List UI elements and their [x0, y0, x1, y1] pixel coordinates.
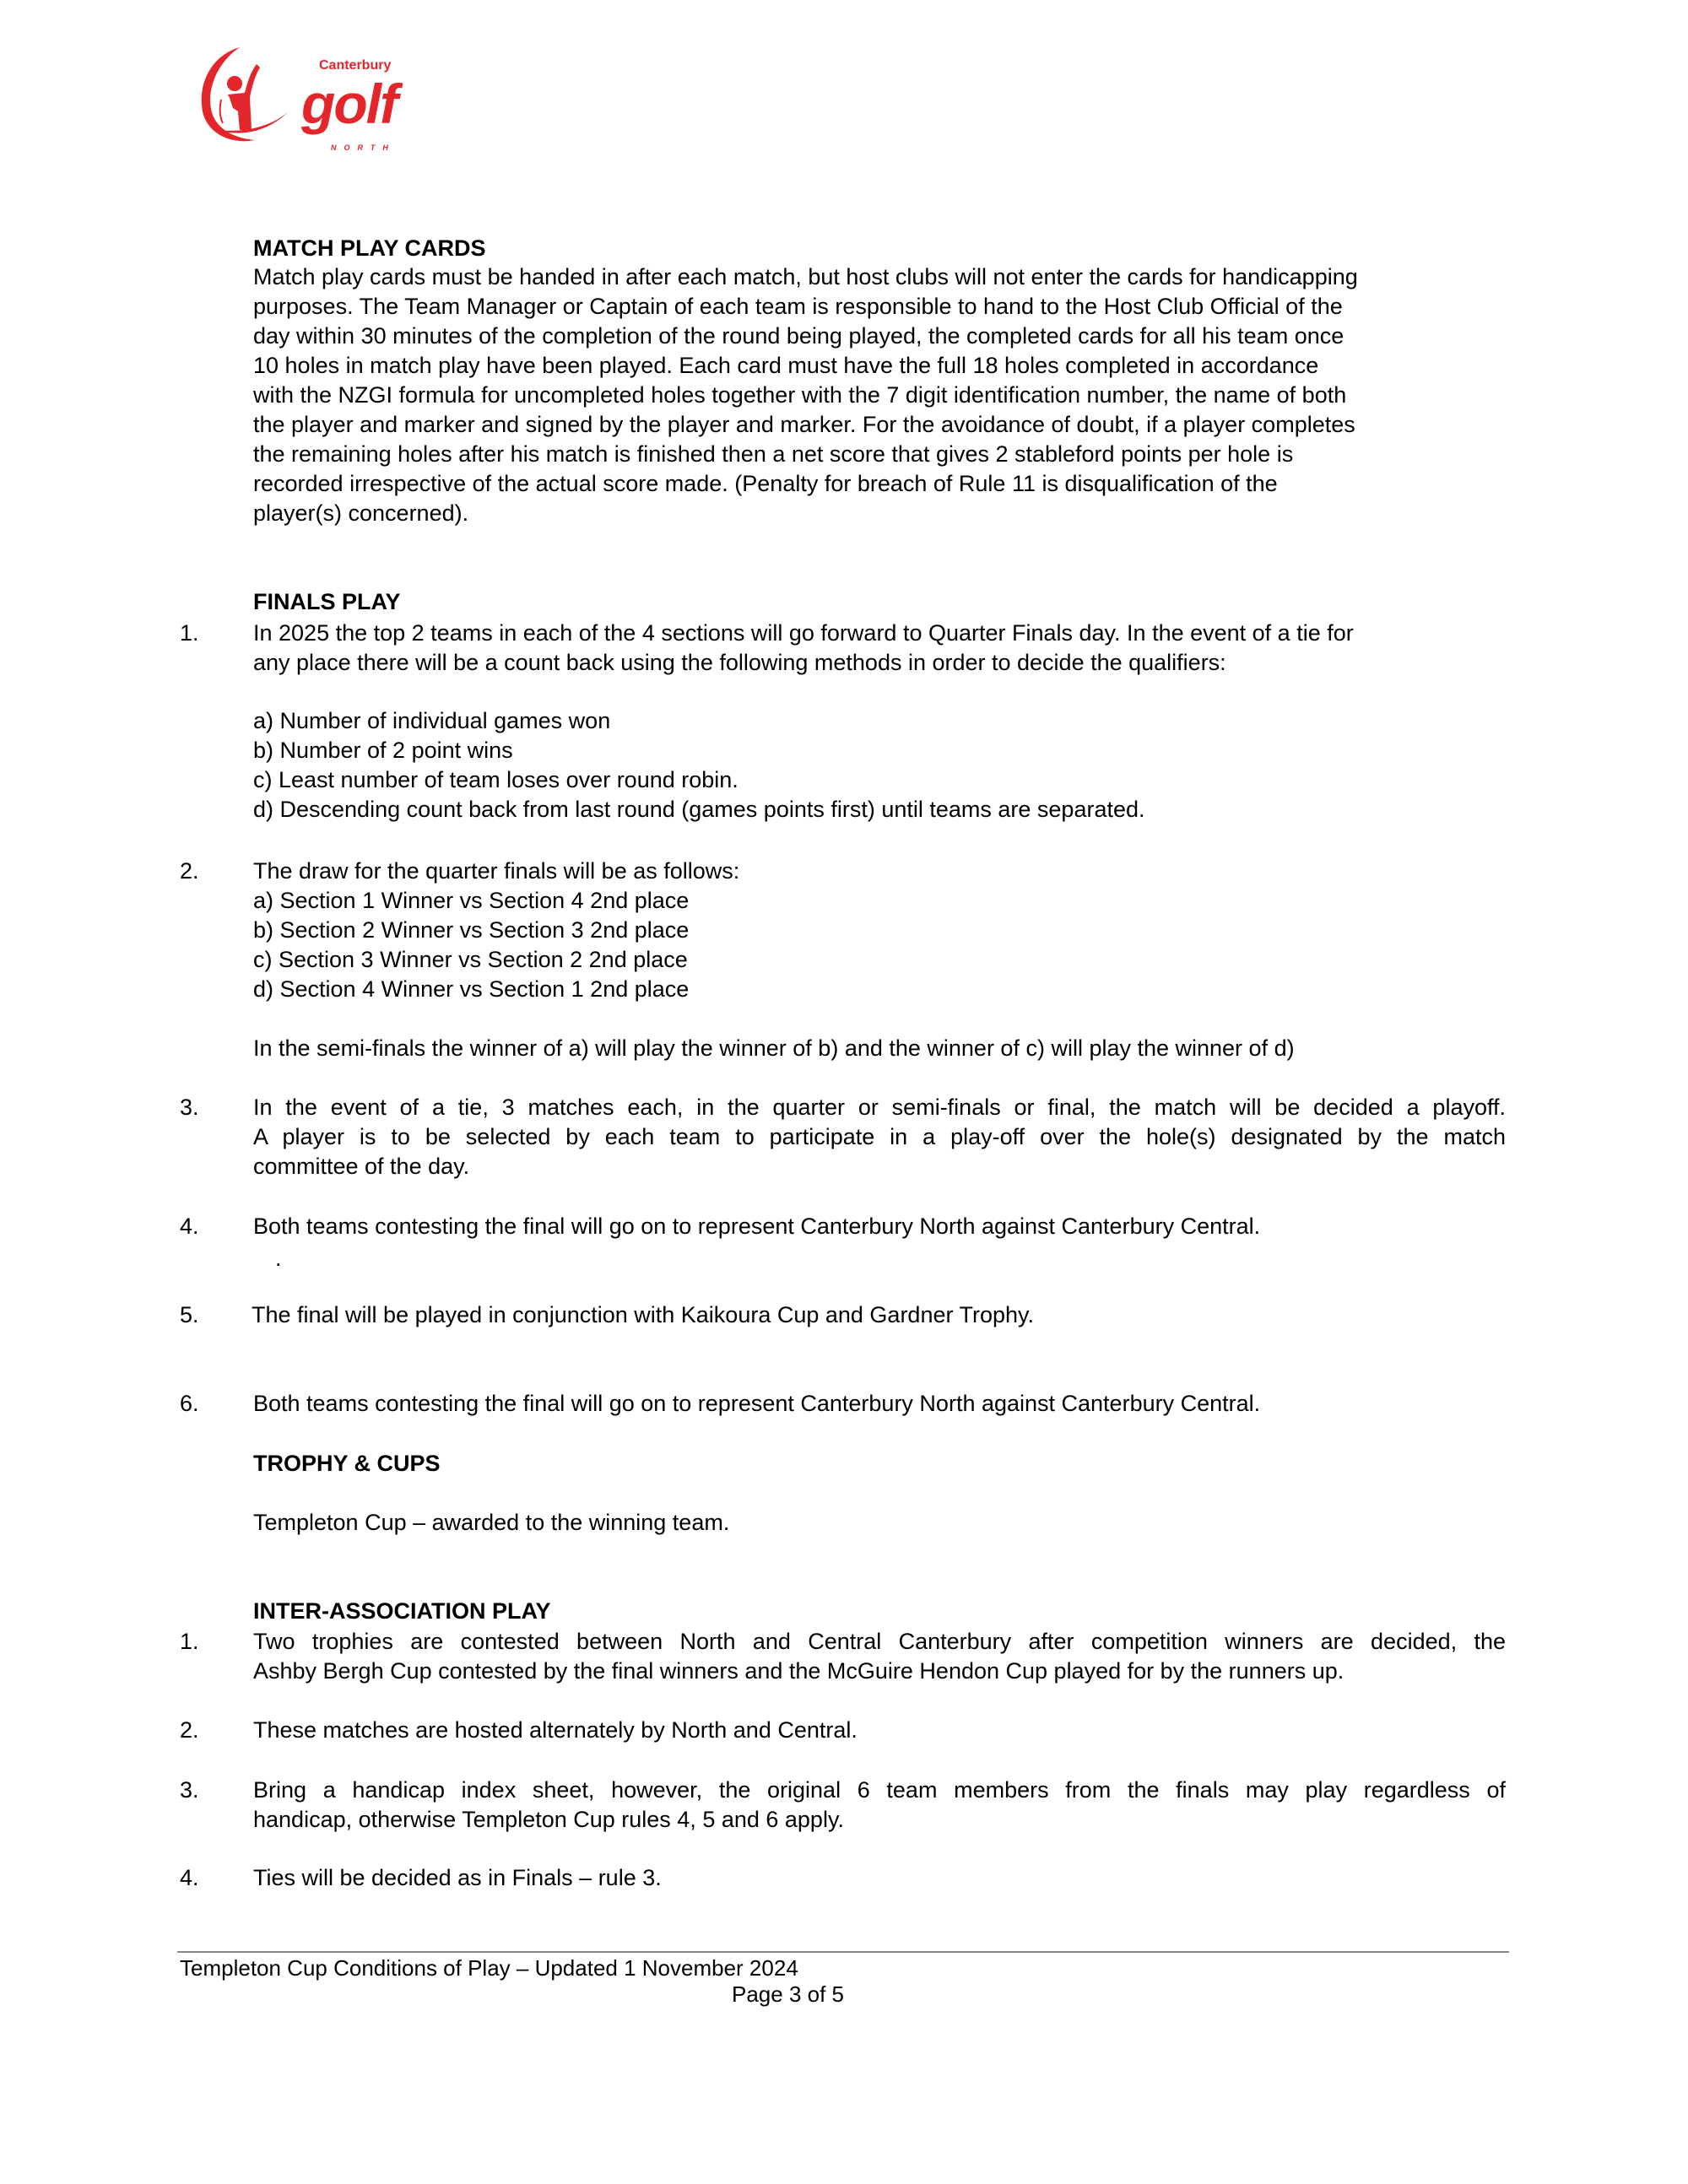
text-line: 10 holes in match play have been played. Each card must have the full 18 holes completed in accordance [253, 353, 1319, 378]
item-number: 2. [180, 1717, 199, 1743]
logo-line2: golf [301, 73, 397, 135]
item-number: 5. [180, 1302, 199, 1327]
sub-item: d) Descending count back from last round (games points first) until teams are separated. [253, 797, 1145, 822]
stray-dot: . [275, 1246, 282, 1271]
page-number: Page 3 of 5 [732, 1981, 844, 2007]
canterbury-golf-north-logo [196, 46, 428, 155]
section-heading: FINALS PLAY [253, 589, 401, 614]
text-line: any place there will be a count back using the following methods in order to decide the qualifiers: [253, 650, 1226, 675]
item-number: 2. [180, 858, 199, 884]
text-line: Ties will be decided as in Finals – rule 3. [253, 1865, 662, 1890]
item-number: 1. [180, 620, 199, 646]
list-item [252, 1300, 1504, 1330]
list-item [253, 1627, 1506, 1686]
text-line: Both teams contesting the final will go on to represent Canterbury North against Canterbury Central. [253, 1391, 1261, 1416]
text-line: the remaining holes after his match is finished then a net score that gives 2 stableford points per hole is [253, 441, 1294, 467]
sub-item: c) Least number of team loses over round robin. [253, 767, 738, 792]
semi-finals-note: In the semi-finals the winner of a) will play the winner of b) and the winner of c) will play the winner of d) [253, 1035, 1295, 1061]
trophy-text: Templeton Cup – awarded to the winning team. [253, 1510, 730, 1535]
list-item [253, 857, 1506, 1004]
list-item [253, 1716, 1506, 1745]
list-item [253, 1863, 1506, 1893]
text-line: day within 30 minutes of the completion of the round being played, the completed cards for all his team once [253, 323, 1344, 349]
text-line: Match play cards must be handed in after each match, but host clubs will not enter the cards for handicapping [253, 264, 1358, 289]
list-item [253, 1093, 1506, 1181]
list-item [253, 1776, 1506, 1835]
text-line: Both teams contesting the final will go on to represent Canterbury North against Canterbury Central. [253, 1214, 1261, 1239]
footer-title: Templeton Cup Conditions of Play – Updated 1 November 2024 [180, 1955, 798, 1981]
match-play-paragraph [253, 262, 1506, 528]
text-line: the player and marker and signed by the player and marker. For the avoidance of doubt, if a player completes [253, 412, 1355, 437]
item-number: 4. [180, 1214, 199, 1239]
sub-item: b) Number of 2 point wins [253, 738, 513, 763]
section-heading: MATCH PLAY CARDS [253, 235, 486, 261]
text-line: with the NZGI formula for uncompleted holes together with the 7 digit identification number, the name of both [253, 382, 1347, 408]
list-item [253, 1389, 1506, 1419]
logo-line3: NORTH [331, 143, 396, 152]
item-number: 1. [180, 1629, 199, 1654]
text-line: Bring a handicap index sheet, however, the original 6 team members from the finals may play regardless of [253, 1777, 1506, 1803]
text-line: recorded irrespective of the actual score made. (Penalty for breach of Rule 11 is disqualification of the [253, 471, 1278, 496]
text-line: handicap, otherwise Templeton Cup rules 4, 5 and 6 apply. [253, 1807, 844, 1832]
sub-item: b) Section 2 Winner vs Section 3 2nd place [253, 917, 690, 943]
text-line: In the event of a tie, 3 matches each, in the quarter or semi-finals or final, the match will be decided a playoff. [253, 1095, 1506, 1120]
text-line: Two trophies are contested between North and Central Canterbury after competition winners are decided, the [253, 1629, 1506, 1654]
item-number: 3. [180, 1777, 199, 1803]
sub-item: a) Number of individual games won [253, 708, 611, 733]
text-line: These matches are hosted alternately by North and Central. [253, 1717, 858, 1743]
text-line: Ashby Bergh Cup contested by the final winners and the McGuire Hendon Cup played for by the runners up. [253, 1658, 1344, 1684]
item-number: 3. [180, 1095, 199, 1120]
text-line: committee of the day. [253, 1154, 470, 1179]
text-line: In 2025 the top 2 teams in each of the 4 sections will go forward to Quarter Finals day. In the event of a tie for [253, 620, 1354, 646]
item-number: 4. [180, 1865, 199, 1890]
text-line: A player is to be selected by each team to participate in a play-off over the hole(s) designated by the match [253, 1124, 1506, 1149]
logo-line1: Canterbury [319, 58, 392, 73]
text-line: The final will be played in conjunction with Kaikoura Cup and Gardner Trophy. [252, 1302, 1035, 1327]
sub-item: d) Section 4 Winner vs Section 1 2nd place [253, 976, 690, 1002]
section-heading: TROPHY & CUPS [253, 1451, 441, 1476]
item-number: 6. [180, 1391, 199, 1416]
list-item [253, 1212, 1506, 1241]
sub-item: a) Section 1 Winner vs Section 4 2nd place [253, 888, 690, 913]
text-line: player(s) concerned). [253, 500, 469, 526]
list-item [253, 619, 1506, 678]
sub-list [253, 706, 1506, 824]
text-line: The draw for the quarter finals will be as follows: [253, 858, 740, 884]
text-line: purposes. The Team Manager or Captain of each team is responsible to hand to the Host Club Official of the [253, 294, 1343, 319]
sub-item: c) Section 3 Winner vs Section 2 2nd place [253, 947, 688, 972]
section-heading: INTER-ASSOCIATION PLAY [253, 1598, 551, 1624]
footer-divider [177, 1951, 1509, 1953]
